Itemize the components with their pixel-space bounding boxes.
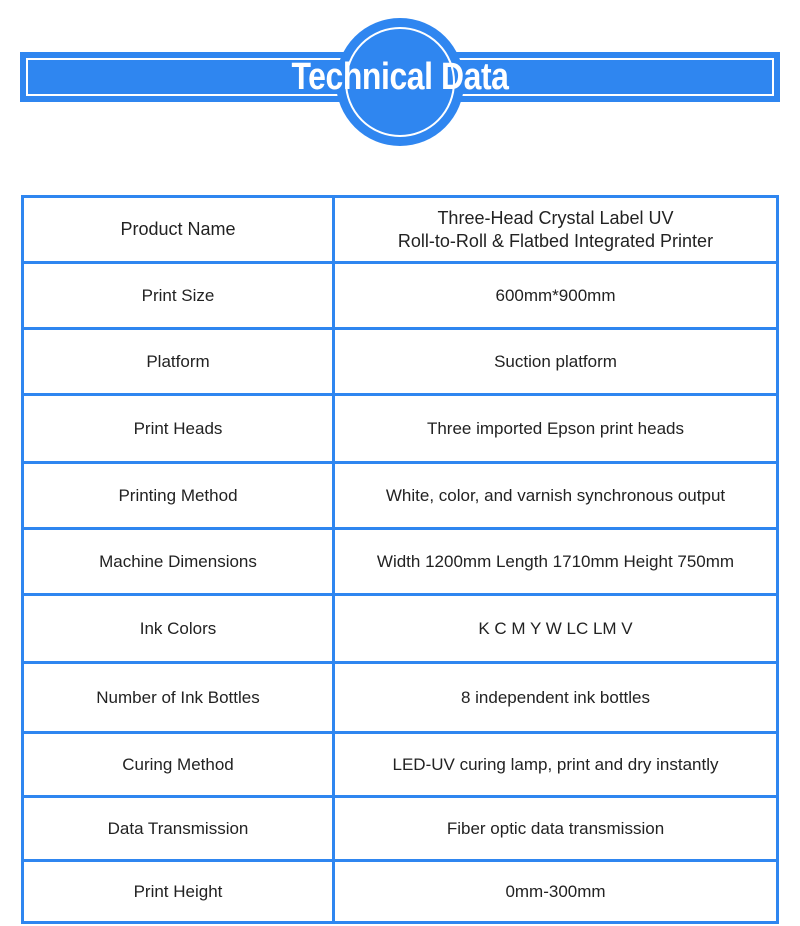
table-row bbox=[23, 329, 778, 395]
spec-value-print-height: 0mm-300mm bbox=[334, 861, 778, 923]
table-row bbox=[23, 395, 778, 463]
spec-table bbox=[21, 195, 779, 924]
spec-label-print-heads: Print Heads bbox=[23, 395, 334, 463]
spec-value-ink-colors: K C M Y W LC LM V bbox=[334, 595, 778, 663]
spec-value-data-transmission: Fiber optic data transmission bbox=[334, 797, 778, 861]
spec-value-printing-method: White, color, and varnish synchronous output bbox=[334, 463, 778, 529]
spec-value-curing-method: LED-UV curing lamp, print and dry instantly bbox=[334, 733, 778, 797]
table-row bbox=[23, 529, 778, 595]
spec-value-print-heads: Three imported Epson print heads bbox=[334, 395, 778, 463]
page-title: Technical Data bbox=[291, 56, 509, 98]
spec-label-print-height: Print Height bbox=[23, 861, 334, 923]
spec-value-product-name: Three-Head Crystal Label UV Roll-to-Roll & Flatbed Integrated Printer bbox=[334, 197, 778, 263]
table-row bbox=[23, 861, 778, 923]
table-row bbox=[23, 595, 778, 663]
spec-value-print-size: 600mm*900mm bbox=[334, 263, 778, 329]
spec-label-curing-method: Curing Method bbox=[23, 733, 334, 797]
table-row bbox=[23, 263, 778, 329]
spec-label-machine-dimensions: Machine Dimensions bbox=[23, 529, 334, 595]
table-row bbox=[23, 663, 778, 733]
table-row bbox=[23, 463, 778, 529]
spec-value-machine-dimensions: Width 1200mm Length 1710mm Height 750mm bbox=[334, 529, 778, 595]
table-row bbox=[23, 797, 778, 861]
spec-label-product-name: Product Name bbox=[23, 197, 334, 263]
spec-label-ink-colors: Ink Colors bbox=[23, 595, 334, 663]
spec-value-ink-bottles: 8 independent ink bottles bbox=[334, 663, 778, 733]
spec-label-ink-bottles: Number of Ink Bottles bbox=[23, 663, 334, 733]
spec-label-print-size: Print Size bbox=[23, 263, 334, 329]
spec-label-data-transmission: Data Transmission bbox=[23, 797, 334, 861]
table-row bbox=[23, 733, 778, 797]
spec-label-platform: Platform bbox=[23, 329, 334, 395]
spec-value-platform: Suction platform bbox=[334, 329, 778, 395]
spec-label-printing-method: Printing Method bbox=[23, 463, 334, 529]
table-row bbox=[23, 197, 778, 263]
